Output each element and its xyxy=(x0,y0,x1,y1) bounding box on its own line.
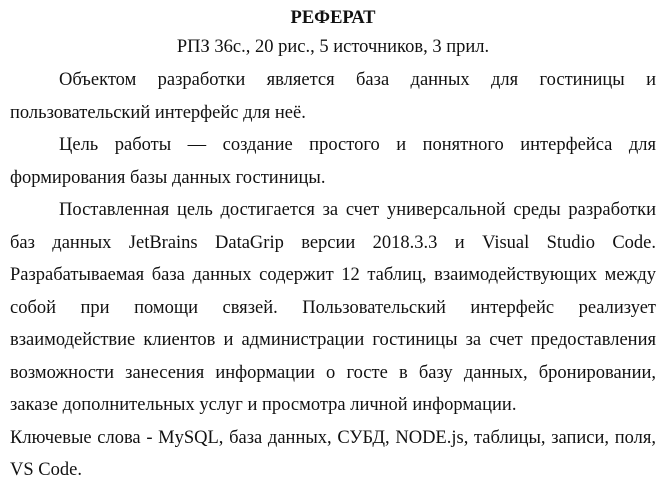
keywords-line: Ключевые слова - MySQL, база данных, СУБД, NODE.js, таблицы, записи, поля, xyxy=(10,427,656,448)
paragraph-line: Объектом разработки является база данных для гостиницы и xyxy=(59,70,656,90)
paragraph-method xyxy=(10,194,656,422)
paragraph-line: формирования базы данных гостиницы. xyxy=(10,167,326,188)
paragraph-goal xyxy=(10,129,656,194)
keywords-paragraph xyxy=(10,422,656,487)
paragraph-line: взаимодействие клиентов и администрации гостиницы за счет предоставления xyxy=(10,330,656,350)
paragraph-line: Разрабатываемая база данных содержит 12 таблиц, взаимодействующих между xyxy=(10,265,656,285)
paragraph-object xyxy=(10,64,656,129)
document-title: РЕФЕРАТ xyxy=(290,8,376,28)
paragraph-line: возможности занесения информации о госте в базу данных, бронировании, xyxy=(10,362,656,383)
paragraph-line: заказе дополнительных услуг и просмотра личной информации. xyxy=(10,395,517,415)
paragraph-line: собой при помощи связей. Пользовательский интерфейс реализует xyxy=(10,297,656,318)
paragraph-line: пользовательский интерфейс для неё. xyxy=(10,102,306,123)
keywords-line: VS Code. xyxy=(10,460,82,480)
paragraph-line: Поставленная цель достигается за счет универсальной среды разработки xyxy=(59,200,656,220)
document-summary: РПЗ 36с., 20 рис., 5 источников, 3 прил. xyxy=(176,37,490,57)
paragraph-line: баз данных JetBrains DataGrip версии 2018.3.3 и Visual Studio Code. xyxy=(10,232,656,253)
paragraph-line: Цель работы — создание простого и понятного интерфейса для xyxy=(59,135,656,155)
